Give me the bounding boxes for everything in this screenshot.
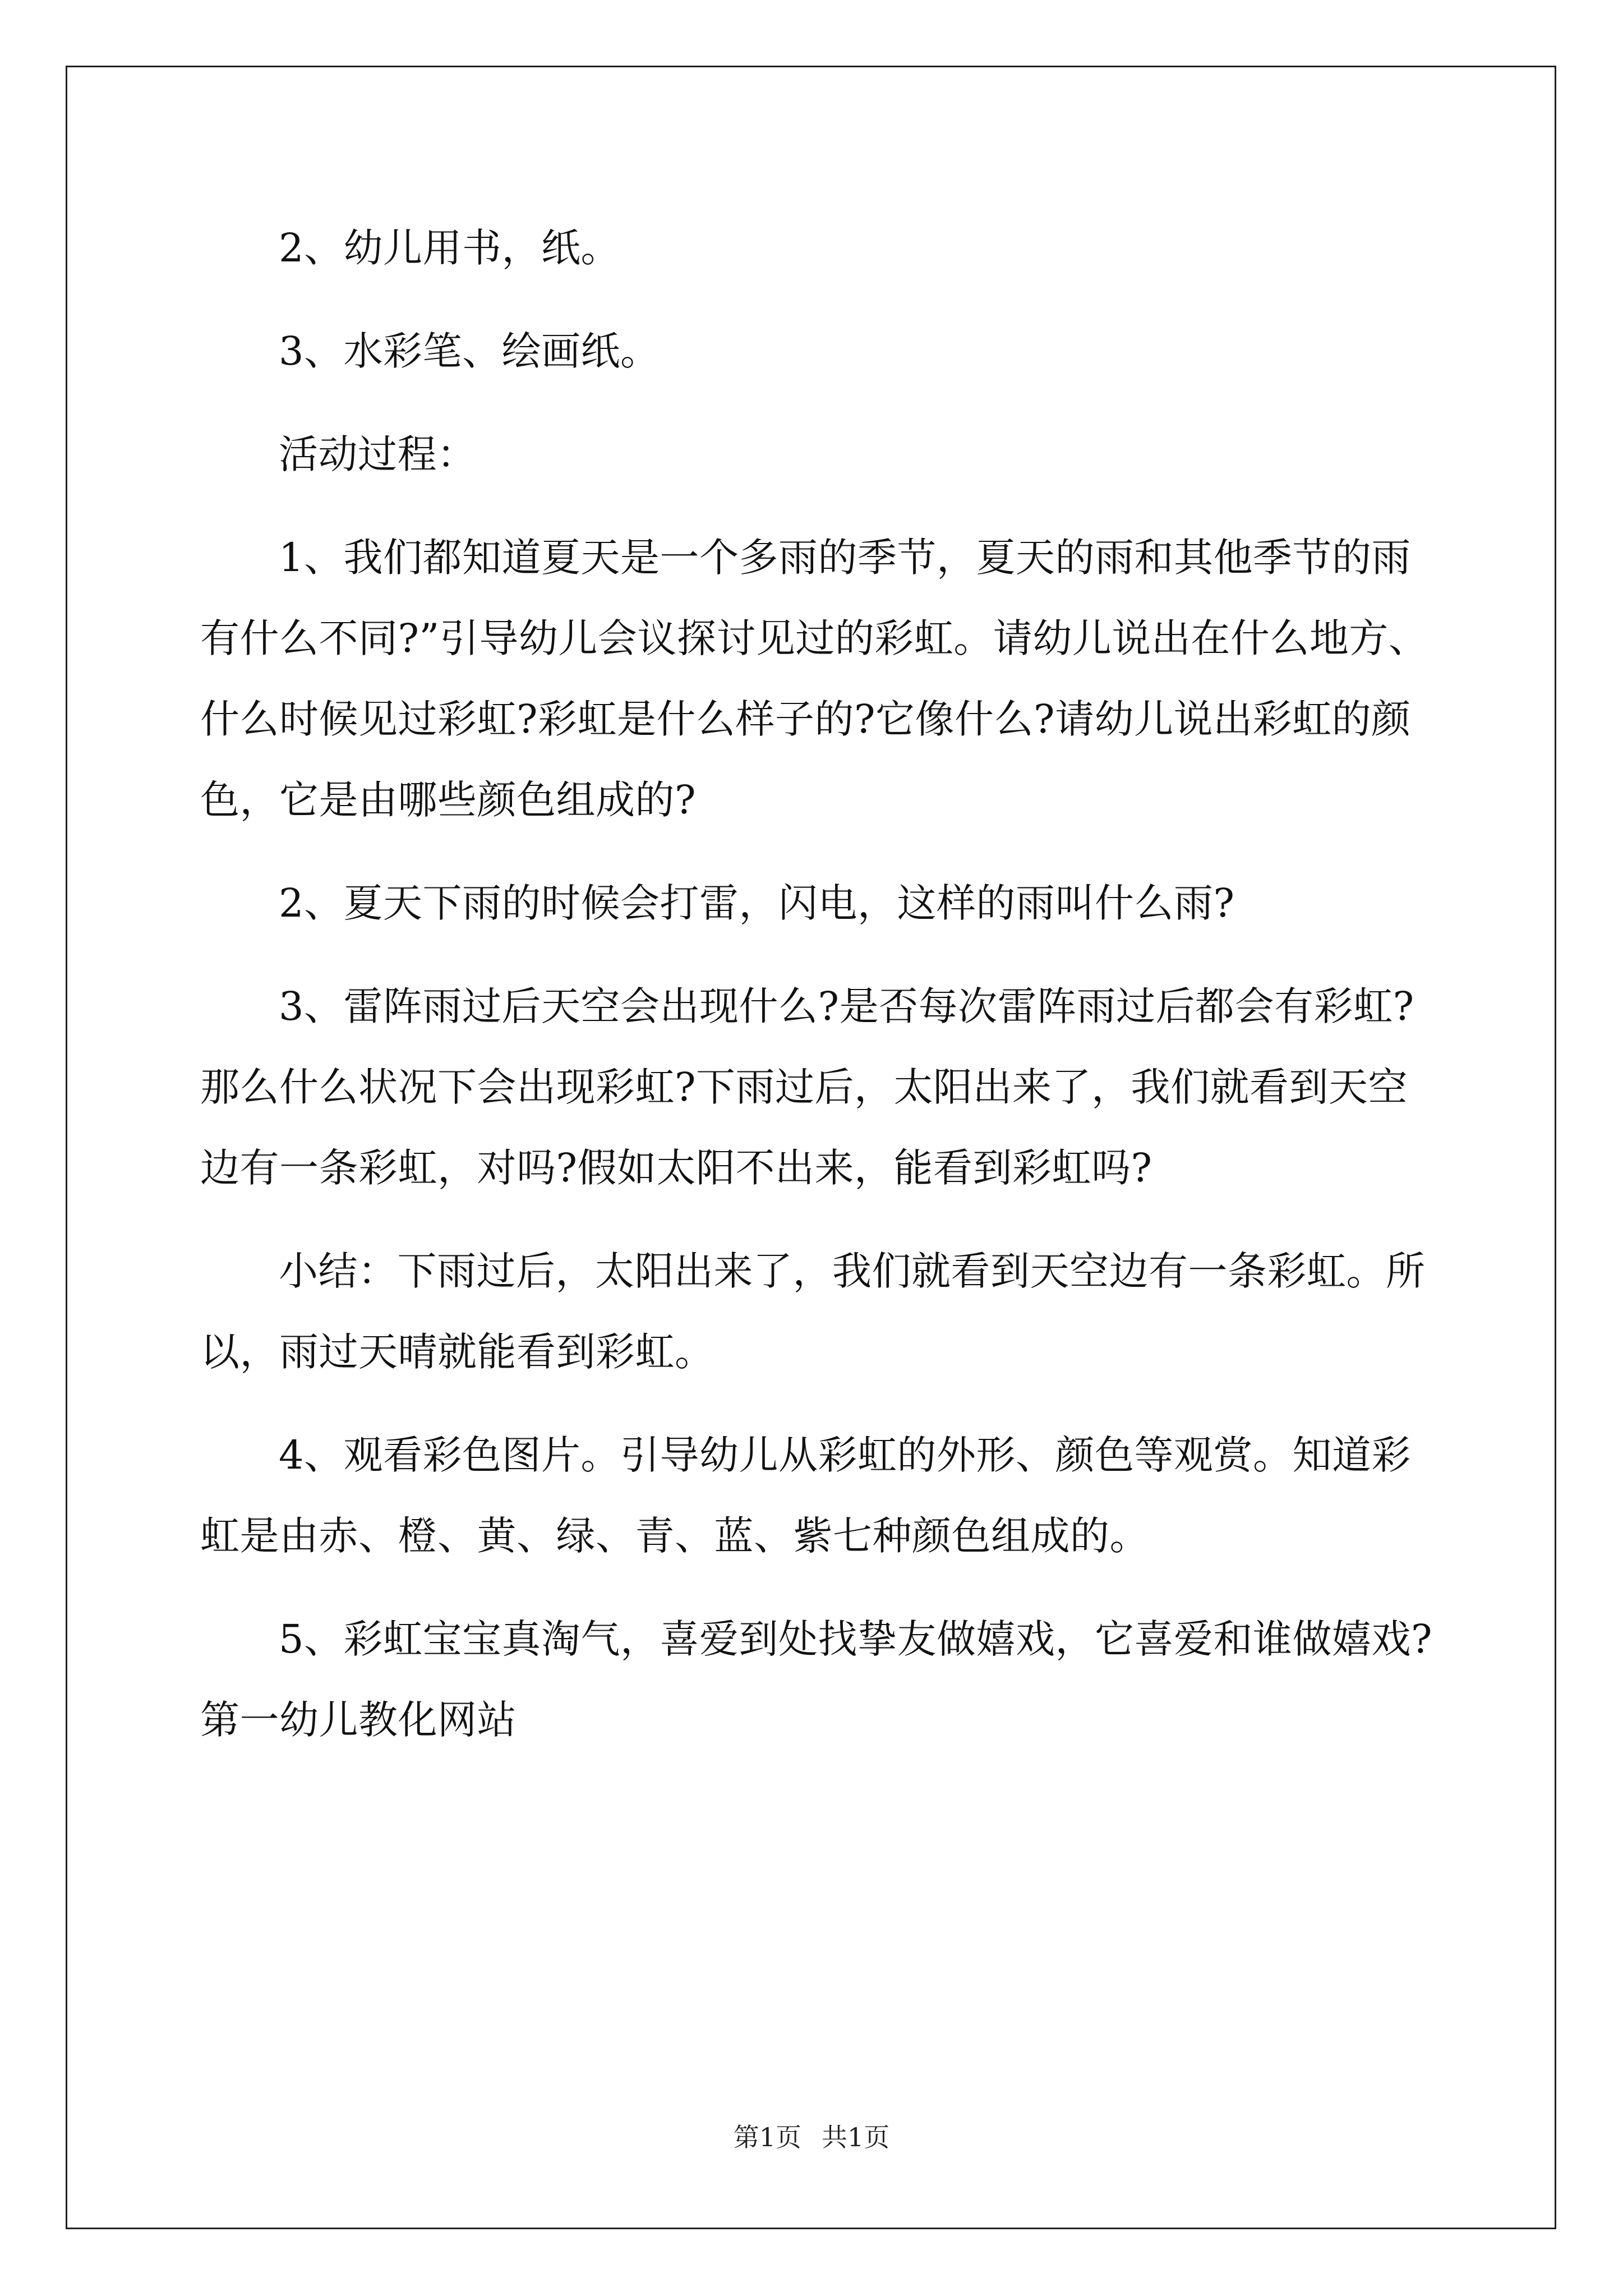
- paragraph-step-5: 5、彩虹宝宝真淘气，喜爱到处找挚友做嬉戏，它喜爱和谁做嬉戏?: [279, 1616, 1433, 1662]
- paragraph-summary: 小结：下雨过后，太阳出来了，我们就看到天空边有一条彩虹。所以，雨过天晴就能看到彩虹。: [200, 1248, 1426, 1375]
- paragraph-materials-3: 3、水彩笔、绘画纸。: [279, 328, 660, 374]
- page-footer: [0, 2120, 1623, 2154]
- page-number-current: 第1页: [733, 2122, 801, 2152]
- document-body: [200, 208, 1434, 1783]
- paragraph-step-1: 1、我们都知道夏天是一个多雨的季节，夏天的雨和其他季节的雨有什么不同?”引导幼儿会议探讨见过的彩虹。请幼儿说出在什么地方、什么时候见过彩虹?彩虹是什么样子的?它像什么?请幼儿说出彩虹的颜色，它是由哪些颜色组成的?: [200, 535, 1428, 823]
- paragraph-materials-2: 2、幼儿用书，纸。: [279, 225, 621, 271]
- page-number-total: 共1页: [822, 2122, 890, 2152]
- paragraph-step-4: 4、观看彩色图片。引导幼儿从彩虹的外形、颜色等观赏。知道彩虹是由赤、橙、黄、绿、青、蓝、紫七种颜色组成的。: [200, 1432, 1412, 1559]
- section-heading-activity-process: 活动过程：: [279, 431, 477, 477]
- source-credit: 第一幼儿教化网站: [200, 1697, 517, 1743]
- paragraph-step-2: 2、夏天下雨的时候会打雷，闪电，这样的雨叫什么雨?: [279, 880, 1235, 926]
- paragraph-step-3: 3、雷阵雨过后天空会出现什么?是否每次雷阵雨过后都会有彩虹?那么什么状况下会出现彩虹?下雨过后，太阳出来了，我们就看到天空边有一条彩虹，对吗?假如太阳不出来，能看到彩虹吗?: [200, 983, 1414, 1191]
